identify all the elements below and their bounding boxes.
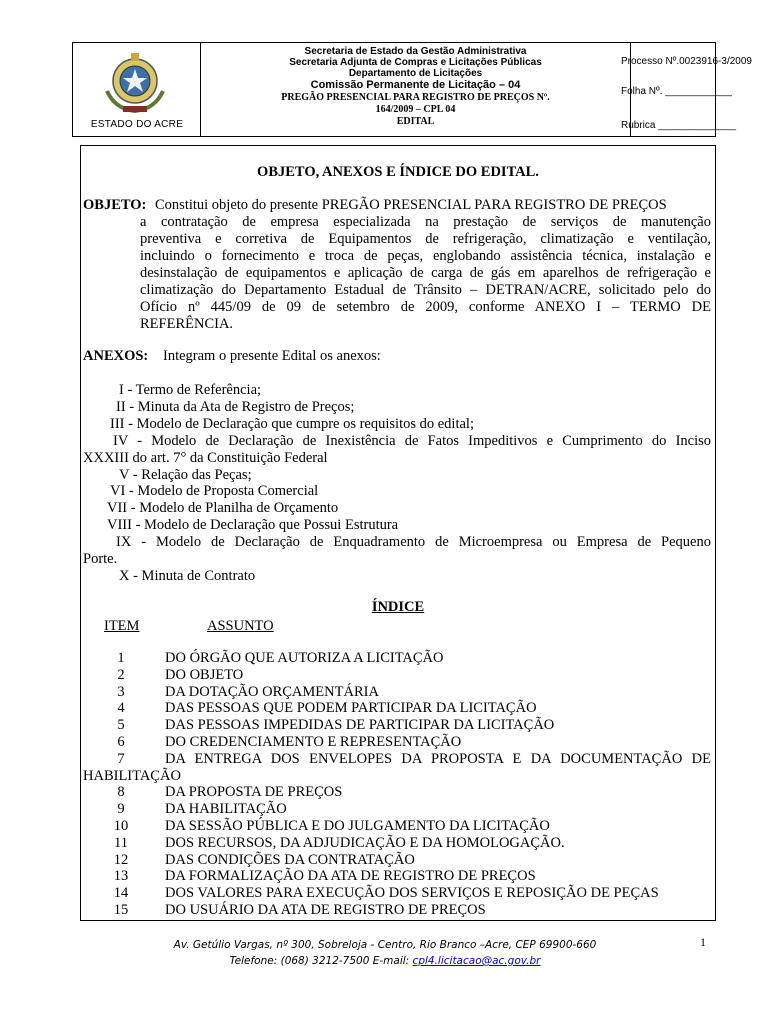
indice-item-number: 3: [117, 683, 125, 700]
footer-phone: Telefone: (068) 3212-7500 E-mail:: [229, 955, 410, 967]
objeto-line: a contratação de empresa especializada na prestação de serviços de manutenção: [140, 214, 711, 230]
indice-item-subject: DA ENTREGA DOS ENVELOPES DA PROPOSTA E DA DOCUMENTAÇÃO DE: [165, 750, 711, 767]
indice-item-number: 6: [117, 734, 125, 750]
indice-item-subject: DA SESSÃO PÚBLICA E DO JULGAMENTO DA LICITAÇÃO: [165, 818, 550, 834]
header-line-departamento: Departamento de Licitações: [348, 68, 483, 79]
indice-item-number: 15: [113, 902, 129, 918]
header-line-secretaria: Secretaria de Estado da Gestão Administrativa: [304, 46, 527, 57]
indice-item-subject: DAS CONDIÇÕES DA CONTRATAÇÃO: [165, 851, 415, 868]
anexo-item-continued: Porte.: [83, 551, 118, 567]
indice-item-subject: DAS PESSOAS QUE PODEM PARTICIPAR DA LICITAÇÃO: [165, 700, 537, 717]
page-title: OBJETO, ANEXOS E ÍNDICE DO EDITAL.: [257, 164, 539, 180]
anexo-item: V - Relação das Peças;: [119, 467, 252, 483]
anexo-item: IX - Modelo de Declaração de Enquadramento de Microempresa ou Empresa de Pequeno: [116, 534, 711, 550]
objeto-line: climatização do Departamento Estadual de Trânsito – DETRAN/ACRE, solicitado pelo do: [140, 282, 711, 298]
state-seal-icon: [101, 51, 169, 117]
anexo-item: III - Modelo de Declaração que cumpre os requisitos do edital;: [110, 416, 474, 432]
indice-item-subject: DA FORMALIZAÇÃO DA ATA DE REGISTRO DE PREÇOS: [165, 868, 536, 885]
anexos-label: ANEXOS:: [83, 348, 149, 364]
indice-item-number: 9: [117, 801, 125, 818]
indice-col-item: ITEM: [104, 618, 140, 634]
indice-item-number: 14: [113, 885, 129, 902]
indice-col-assunto: ASSUNTO: [207, 618, 274, 634]
anexo-item: I - Termo de Referência;: [119, 382, 262, 398]
anexo-item-continued: XXXIII do art. 7° da Constituição Federal: [83, 450, 328, 466]
indice-item-subject: DA DOTAÇÃO ORÇAMENTÁRIA: [165, 683, 379, 700]
objeto-line: preventiva e corretiva de Equipamentos de refrigeração, climatização e ventilação,: [140, 231, 711, 247]
header-line-numero: 164/2009 – CPL 04: [375, 104, 456, 115]
header-line-adjunta: Secretaria Adjunta de Compras e Licitações Públicas: [289, 57, 542, 68]
header-line-edital: EDITAL: [396, 116, 435, 127]
footer-contact: [0, 953, 770, 969]
folha-field: Folha Nº. ____________: [621, 86, 732, 97]
indice-item-number: 4: [117, 700, 125, 717]
indice-item-subject: DO ÓRGÃO QUE AUTORIZA A LICITAÇÃO: [165, 650, 444, 666]
indice-item-subject-continued: HABILITAÇÃO: [83, 767, 181, 784]
anexo-item: VI - Modelo de Proposta Comercial: [110, 483, 319, 499]
indice-item-subject: DA PROPOSTA DE PREÇOS: [165, 784, 343, 801]
anexo-item: II - Minuta da Ata de Registro de Preços;: [116, 399, 355, 415]
indice-item-number: 12: [113, 851, 129, 868]
objeto-line: REFERÊNCIA.: [140, 316, 234, 332]
indice-item-subject: DOS VALORES PARA EXECUÇÃO DOS SERVIÇOS E REPOSIÇÃO DE PEÇAS: [165, 885, 659, 902]
indice-item-subject: DO USUÁRIO DA ATA DE REGISTRO DE PREÇOS: [165, 902, 486, 918]
processo-number: Processo Nº.0023916-3/2009: [621, 56, 752, 67]
header-process-info: [621, 43, 752, 136]
header-line-comissao: Comissão Permanente de Licitação – 04: [310, 79, 521, 91]
objeto-line: desinstalação de equipamentos e aplicação de carga de gás em aparelhos de refrigeração e: [140, 265, 711, 281]
page-footer: [0, 937, 770, 969]
indice-item-subject: DO OBJETO: [165, 666, 244, 683]
objeto-line: Constitui objeto do presente PREGÃO PRESENCIAL PARA REGISTRO DE PREÇOS: [155, 197, 667, 213]
anexo-item: X - Minuta de Contrato: [119, 568, 256, 584]
indice-item-number: 13: [113, 868, 129, 885]
page-number: 1: [700, 935, 706, 949]
header-line-pregao: PREGÃO PRESENCIAL PARA REGISTRO DE PREÇOS Nº.: [281, 92, 550, 103]
anexo-item: VII - Modelo de Planilha de Orçamento: [107, 500, 339, 516]
indice-item-number: 11: [114, 834, 128, 851]
indice-item-subject: DO CREDENCIAMENTO E REPRESENTAÇÃO: [165, 734, 462, 750]
indice-item-subject: DAS PESSOAS IMPEDIDAS DE PARTICIPAR DA LICITAÇÃO: [165, 717, 555, 734]
objeto-line: incluindo o fornecimento e troca de peças, englobando assistência técnica, instalação e: [140, 248, 711, 264]
objeto-line: Ofício nº 445/09 de 09 de setembro de 2009, conforme ANEXO I – TERMO DE: [140, 299, 711, 315]
footer-email-link[interactable]: cpl4.licitacao@ac.gov.br: [412, 955, 541, 967]
indice-title: ÍNDICE: [371, 599, 425, 615]
footer-address: Av. Getúlio Vargas, nº 300, Sobreloja - Centro, Rio Branco –Acre, CEP 69900-660: [173, 939, 597, 951]
anexo-item: VIII - Modelo de Declaração que Possui Estrutura: [107, 517, 399, 533]
indice-item-number: 1: [117, 650, 125, 666]
estado-label: ESTADO DO ACRE: [90, 119, 184, 130]
logo-cell: [73, 43, 201, 136]
document-header: [72, 42, 752, 137]
indice-item-number: 10: [113, 818, 129, 834]
objeto-label: OBJETO:: [83, 197, 147, 213]
indice-item-subject: DOS RECURSOS, DA ADJUDICAÇÃO E DA HOMOLOGAÇÃO.: [165, 834, 565, 851]
anexo-item: IV - Modelo de Declaração de Inexistência de Fatos Impeditivos e Cumprimento do Inciso: [113, 433, 711, 449]
indice-item-number: 7: [117, 750, 125, 767]
indice-item-subject: DA HABILITAÇÃO: [165, 801, 287, 818]
indice-item-number: 8: [117, 784, 125, 801]
indice-item-number: 5: [117, 717, 125, 734]
anexos-intro: Integram o presente Edital os anexos:: [163, 348, 381, 364]
header-titles: [201, 43, 631, 136]
indice-item-number: 2: [117, 666, 125, 683]
rubrica-field: Rubrica ______________: [621, 120, 737, 131]
